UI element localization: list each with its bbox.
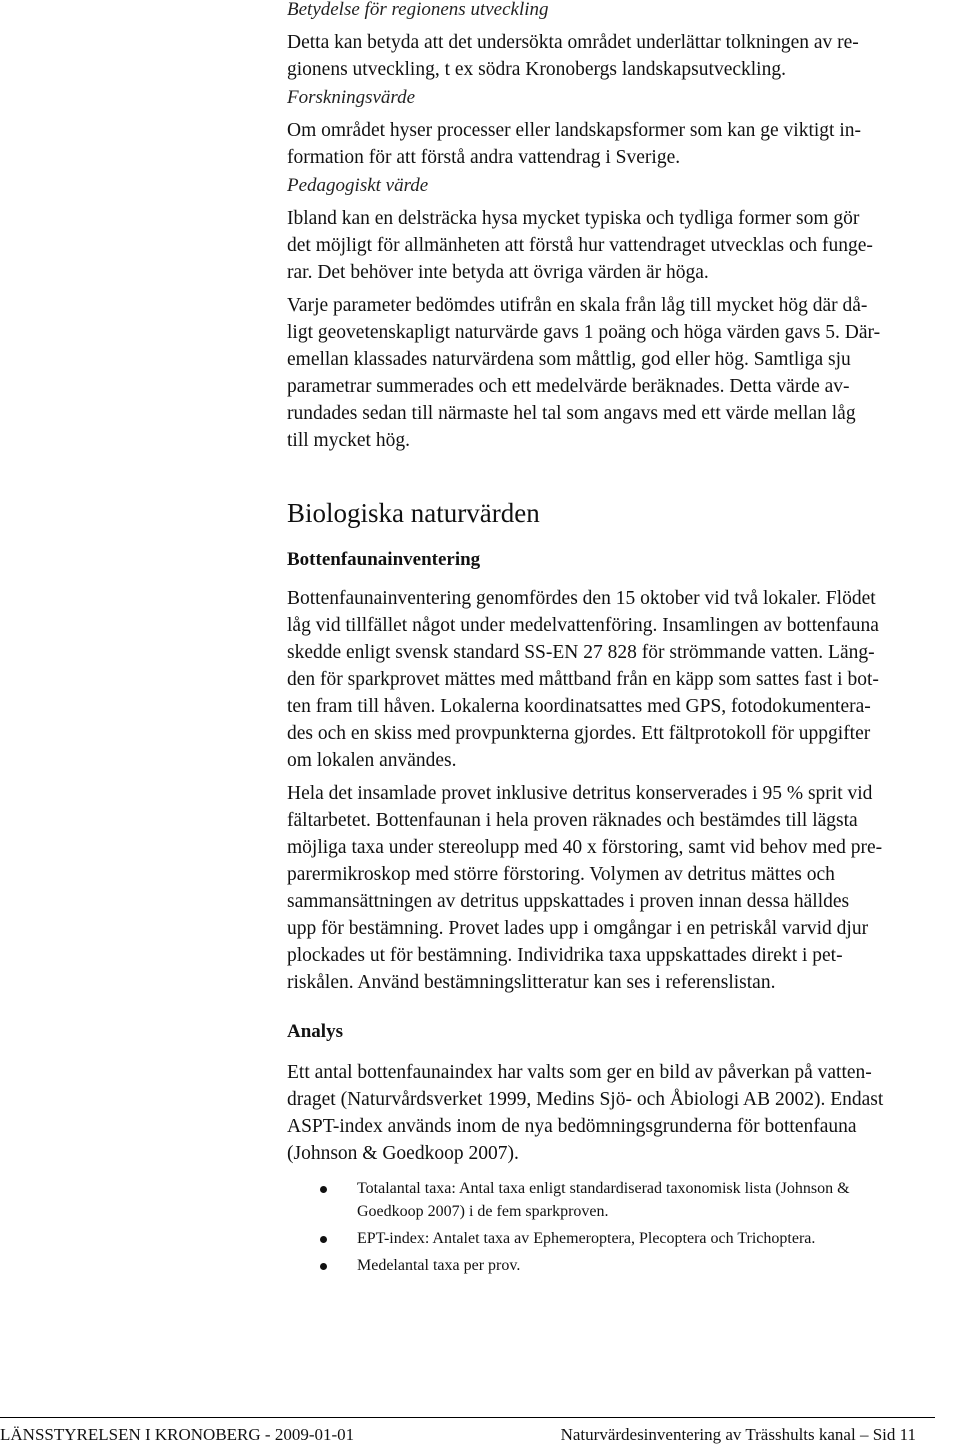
bottenfauna-paragraph-1: Bottenfaunainventering genomfördes den 15 oktober vid två lokaler. Flödet låg vid tillfället något under medelvattenföring. Insamlingen av bottenfauna skedde enligt svensk standard SS-EN 27 828 för strömmande vatten. Läng- den för sparkprovet mättes med måttband från en käpp som sattes fast i bot- ten fram till håven. Lokalerna koordinatsattes med GPS, fotodokumentera- des och en skiss med provpunkterna gjordes. Ett fältprotokoll för uppgifter om lokalen användes.	[287, 588, 879, 771]
footer-divider	[0, 1417, 935, 1418]
criterion-pedagogical-value	[287, 173, 950, 286]
criterion-regional-development	[287, 0, 950, 83]
index-list	[0, 1177, 950, 1277]
section-title: Biologiska naturvärden	[287, 498, 540, 528]
document-page	[287, 0, 950, 1281]
list-item: Totalantal taxa: Antal taxa enligt standardiserad taxonomisk lista (Johnson & Goedkoop 2007) i de fem sparkproven.	[287, 1177, 950, 1223]
bullet-icon	[320, 1236, 327, 1243]
criterion-text: Detta kan betyda att det undersökta området underlättar tolkningen av re- gionens utveckling, t ex södra Kronobergs landskapsutveckling.	[287, 32, 859, 80]
criterion-heading: Forskningsvärde	[287, 87, 416, 108]
bottenfauna-heading: Bottenfaunainventering	[287, 549, 481, 570]
criterion-heading: Pedagogiskt värde	[287, 175, 429, 196]
criterion-heading: Betydelse för regionens utveckling	[287, 0, 549, 20]
bullet-icon	[320, 1186, 327, 1193]
list-item: Medelantal taxa per prov.	[287, 1254, 950, 1277]
analys-heading: Analys	[287, 1021, 343, 1042]
list-item: EPT-index: Antalet taxa av Ephemeroptera, Plecoptera och Trichoptera.	[287, 1227, 950, 1250]
scoring-paragraph: Varje parameter bedömdes utifrån en skala från låg till mycket hög där då- ligt geovetenskapligt naturvärde gavs 1 poäng och höga värden gavs 5. Där- emellan klassades naturvärdena som måttlig, god eller hög. Samtliga sju parametrar summerades och ett medelvärde beräknades. Detta värde av- rundades sedan till närmaste hel tal som angavs med ett värde mellan låg till mycket hög.	[287, 295, 881, 451]
bottenfauna-paragraph-2: Hela det insamlade provet inklusive detritus konserverades i 95 % sprit vid fältarbetet. Bottenfaunan i hela proven räknades och bestämdes till lägsta möjliga taxa under stereolupp med 40 x förstoring, samt vid behov med pre- parermikroskop med större förstoring. Volymen av detritus mättes och sammansättningen av detritus uppskattades i proven innan dessa hälldes upp för bestämning. Provet lades upp i omgångar i en petriskål varvid djur plockades ut för bestämning. Individrika taxa uppskattades direkt i pet- riskålen. Använd bestämningslitteratur kan ses i referenslistan.	[287, 783, 883, 993]
analys-paragraph: Ett antal bottenfaunaindex har valts som ger en bild av påverkan på vatten- draget (Naturvårdsverket 1999, Medins Sjö- och Åbiologi AB 2002). Endast ASPT-index används inom de nya bedömningsgrunderna för bottenfauna (Johnson & Goedkoop 2007).	[287, 1062, 884, 1164]
criterion-research-value	[287, 85, 950, 171]
criterion-text: Om området hyser processer eller landskapsformer som kan ge viktigt in- formation för att förstå andra vattendrag i Sverige.	[287, 120, 862, 168]
footer-organization: LÄNSSTYRELSEN I KRONOBERG - 2009-01-01	[0, 1425, 355, 1444]
footer-page-info: Naturvärdesinventering av Trässhults kanal – Sid 11	[560, 1425, 916, 1444]
bullet-icon	[320, 1263, 327, 1270]
criterion-text: Ibland kan en delsträcka hysa mycket typiska och tydliga former som gör det möjligt för allmänheten att förstå hur vattendraget utvecklas och funge- rar. Det behöver inte betyda att övriga värden är höga.	[287, 208, 873, 283]
page-footer	[0, 1417, 960, 1451]
